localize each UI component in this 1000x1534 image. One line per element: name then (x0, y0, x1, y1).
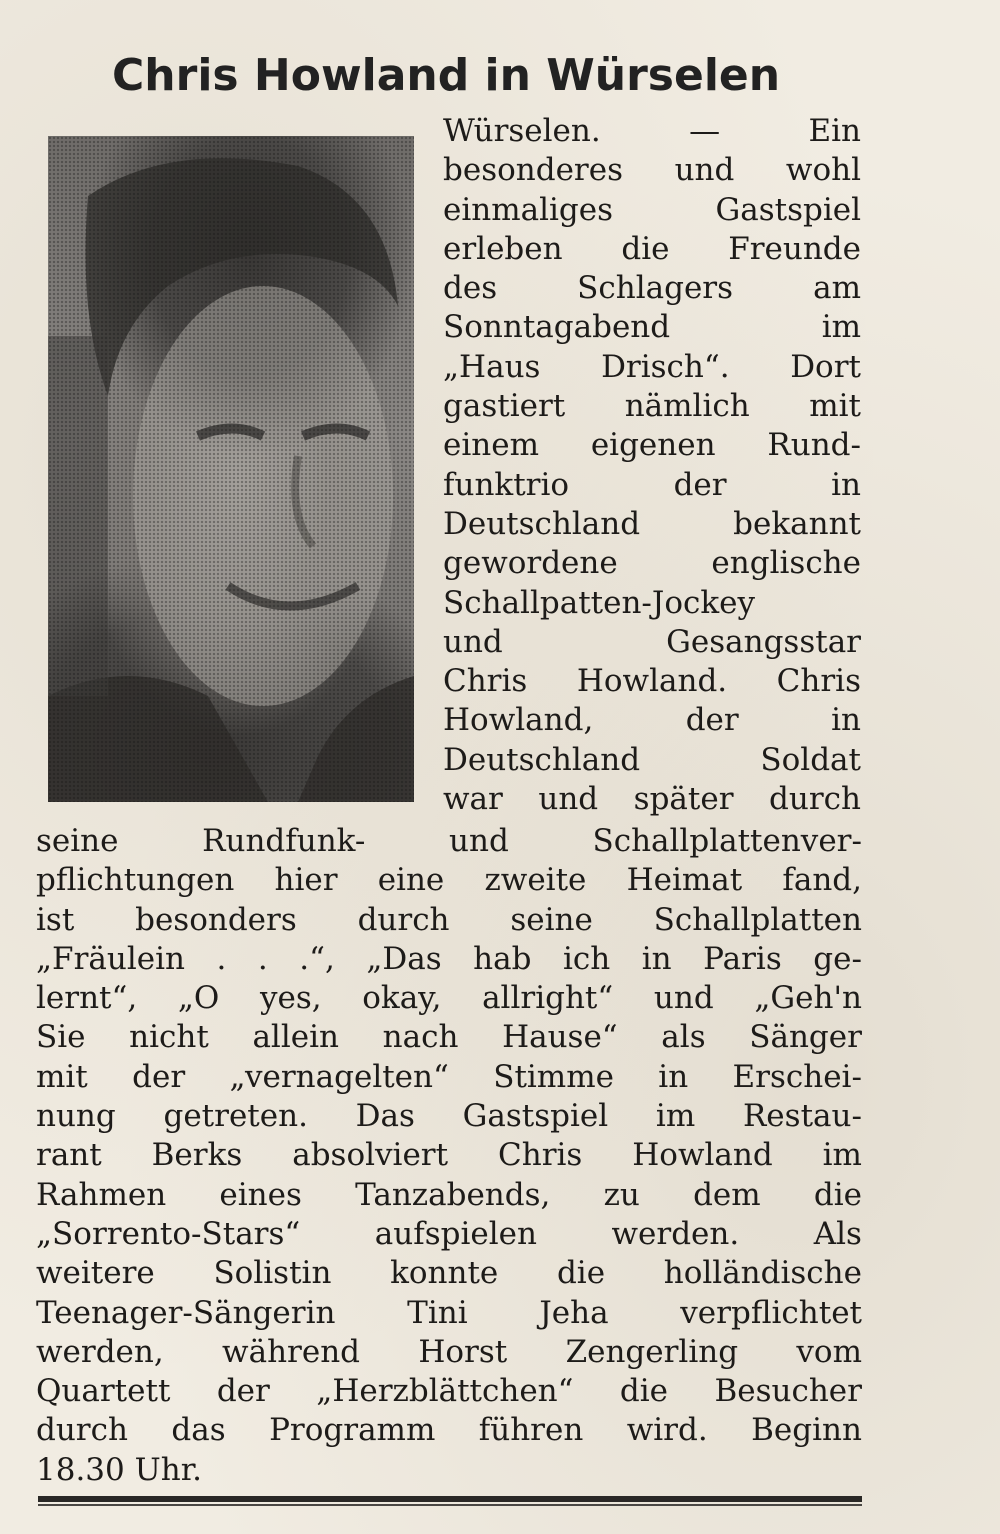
body-line: pflichtungen hier eine zweite Heimat fand, (36, 862, 862, 899)
body-line: gastiert nämlich mit (443, 388, 861, 425)
body-line: und Gesangsstar (443, 623, 861, 660)
body-line: durch das Programm führen wird. Beginn (36, 1412, 862, 1449)
body-line: Schallpatten-Jockey (443, 584, 755, 621)
body-line: einmaliges Gastspiel (443, 191, 861, 228)
body-line: nung getreten. Das Gastspiel im Restau- (36, 1098, 862, 1135)
body-line-final: 18.30 Uhr. (36, 1451, 202, 1488)
body-line: war und später durch (443, 781, 861, 818)
body-line: einem eigenen Rund- (443, 427, 861, 464)
article-body-full-width (36, 822, 862, 1490)
body-line: Howland, der in (443, 702, 861, 739)
body-line: Deutschland Soldat (443, 741, 861, 778)
body-line: Rahmen eines Tanzabends, zu dem die (36, 1176, 862, 1213)
body-line: lernt“, „O yes, okay, allright“ und „Geh'n (36, 980, 862, 1017)
body-line: „Sorrento-Stars“ aufspielen werden. Als (36, 1215, 862, 1252)
portrait-photo (48, 136, 414, 802)
body-line: Quartett der „Herzblättchen“ die Besucher (36, 1373, 862, 1410)
body-line: „Fräulein . . .“, „Das hab ich in Paris ge- (36, 940, 862, 977)
body-line: Sie nicht allein nach Hause“ als Sänger (36, 1019, 862, 1056)
body-line: seine Rundfunk- und Schallplattenver- (36, 823, 862, 859)
article-headline: Chris Howland in Würselen (112, 50, 781, 101)
article-body-column (443, 112, 861, 819)
body-line: des Schlagers am (443, 270, 861, 307)
body-line: Sonntagabend im (443, 309, 861, 346)
body-line: erleben die Freunde (443, 230, 861, 267)
body-line: funktrio der in (443, 466, 861, 503)
body-line: gewordene englische (443, 545, 861, 582)
body-line: mit der „vernagelten“ Stimme in Erschei- (36, 1058, 862, 1095)
bottom-rule (38, 1496, 862, 1502)
body-line: Teenager-Sängerin Tini Jeha verpflichtet (36, 1294, 862, 1331)
body-line: ist besonders durch seine Schallplatten (36, 901, 862, 938)
body-line: Deutschland bekannt (443, 505, 861, 542)
body-line: weitere Solistin konnte die holländische (36, 1255, 862, 1292)
body-line: rant Berks absolviert Chris Howland im (36, 1137, 862, 1174)
body-line: besonderes und wohl (443, 152, 861, 189)
body-line: „Haus Drisch“. Dort (443, 348, 861, 385)
body-line: Würselen. — Ein (443, 113, 861, 149)
bottom-rule-thin (38, 1504, 862, 1506)
body-line: Chris Howland. Chris (443, 663, 861, 700)
portrait-figure (48, 136, 414, 802)
body-line: werden, während Horst Zengerling vom (36, 1333, 862, 1370)
